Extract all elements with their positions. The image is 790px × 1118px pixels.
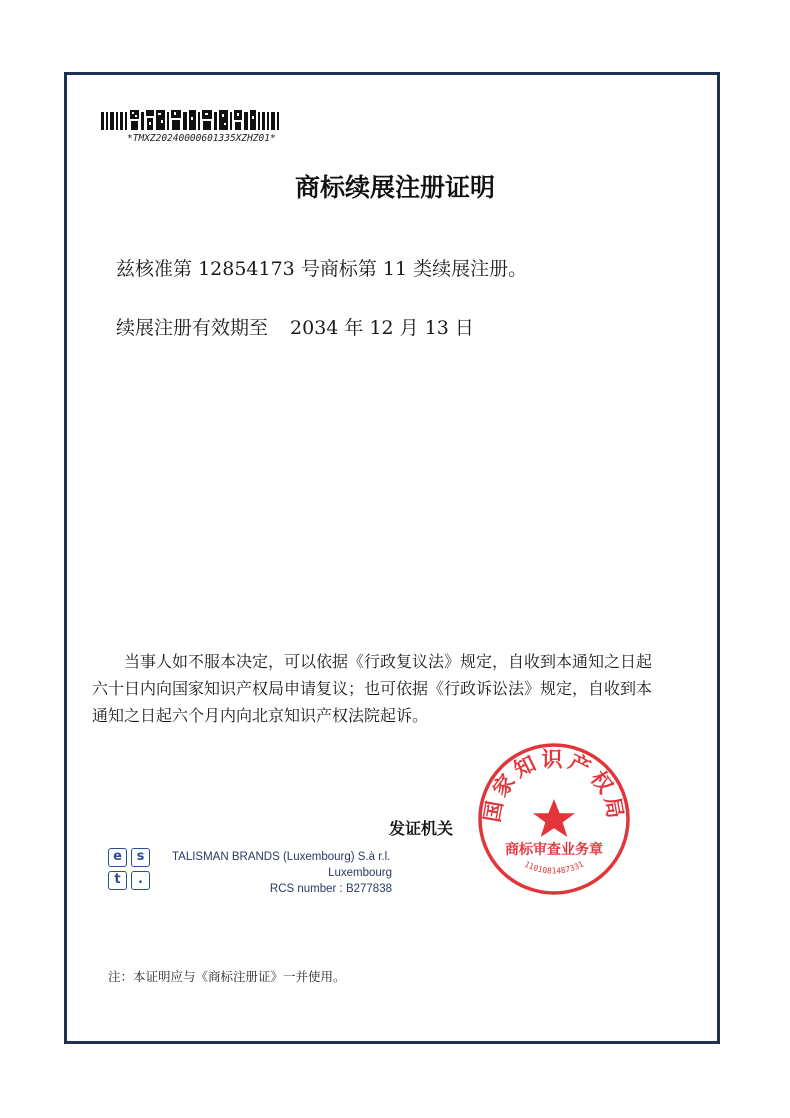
- issuing-authority-label: 发证机关: [389, 819, 454, 838]
- logo-letter-s: s: [131, 848, 150, 867]
- seal-top-text: 国家知识产权局: [479, 747, 629, 825]
- validity-date: 2034 年 12 月 13 日: [290, 317, 474, 339]
- agent-rcs-number: RCS number : B277838: [269, 883, 392, 895]
- official-seal: [476, 741, 632, 897]
- document-title: 商标续展注册证明: [294, 173, 495, 202]
- agent-city: Luxembourg: [328, 867, 392, 879]
- notice-line-1: 当事人如不服本决定，可以依据《行政复议法》规定，自收到本通知之日起: [124, 652, 653, 671]
- appeal-notice: [92, 648, 704, 729]
- agent-company-name: TALISMAN BRANDS (Luxembourg) S.à r.l.: [172, 851, 391, 863]
- notice-line-2: 六十日内向国家知识产权局申请复议；也可依据《行政诉讼法》规定，自收到本: [92, 679, 653, 698]
- validity-label: 续展注册有效期至: [116, 317, 269, 339]
- svg-text:1101081487331: [523, 860, 585, 876]
- approval-mid: 号商标第: [300, 258, 377, 280]
- document-border: [64, 72, 720, 1044]
- logo-letter-e: e: [108, 848, 127, 867]
- class-number: 11: [382, 258, 408, 280]
- barcode: [101, 108, 281, 132]
- logo-letter-dot: .: [131, 871, 150, 890]
- footnote: 注：本证明应与《商标注册证》一并使用。: [108, 969, 346, 984]
- barcode-number: *TMXZ20240000601335XZHZ01*: [127, 133, 276, 144]
- notice-line-3: 通知之日起六个月内向北京知识产权法院起诉。: [92, 706, 429, 725]
- logo-letter-t: t: [108, 871, 127, 890]
- seal-number: 1101081487331: [522, 859, 586, 876]
- seal-star-icon: [533, 799, 575, 837]
- agent-stamp: [172, 849, 392, 897]
- validity-statement: [116, 313, 474, 340]
- seal-bottom-text: 商标审查业务章: [505, 842, 603, 858]
- registration-number: 12854173: [198, 258, 295, 280]
- approval-statement: [116, 254, 527, 281]
- approval-suffix: 类续展注册。: [413, 258, 528, 280]
- approval-prefix: 兹核准第: [116, 258, 193, 280]
- est-logo-icon: [108, 848, 158, 894]
